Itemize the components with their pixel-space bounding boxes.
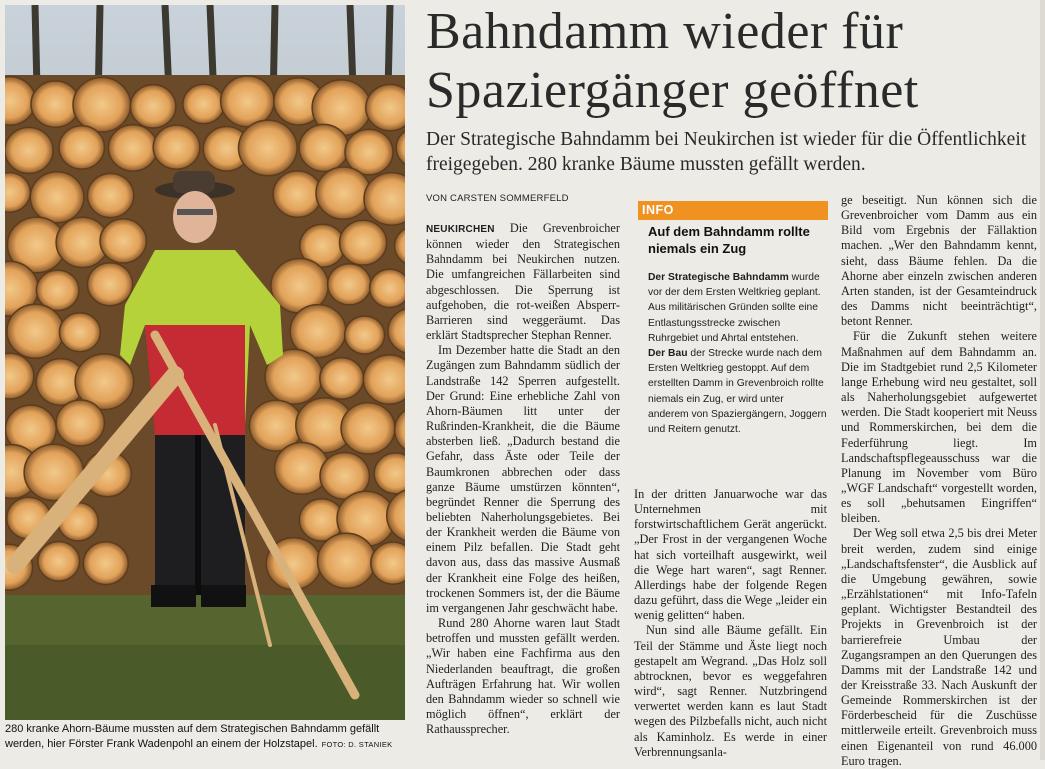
- log-end: [38, 542, 80, 582]
- article-column-1: [426, 221, 620, 737]
- log-end: [318, 533, 376, 588]
- info-text: [648, 270, 827, 437]
- log-end: [273, 171, 322, 217]
- subheadline: Der Strategische Bahndamm bei Neukirchen ist wieder für die Öffentlichkeit freigegeben. 280 kranke Bäume mussten gefällt werden.: [426, 129, 1027, 175]
- log-end: [370, 269, 405, 307]
- log-end: [130, 85, 176, 128]
- log-end: [100, 219, 146, 263]
- log-end: [56, 400, 104, 446]
- log-end: [316, 167, 371, 219]
- log-end: [87, 263, 132, 306]
- info-title: Auf dem Bahndamm rollte niemals ein Zug: [648, 224, 810, 256]
- log-end: [328, 264, 371, 305]
- log-end: [299, 124, 348, 171]
- paragraph-2: Im Dezember hatte die Stadt an den Zugängen zum Bahndamm südlich der Landstraße 142 Sperren aufgestellt. Der Grund: Eine erhebliche Zahl von Ahorn-Bäumen litt unter der Rußrinden-Krankheit, die die Bäume absterben ließ. „Dadurch bestand die Gefahr, dass Äste oder Teile der Baumkronen abbrechen oder dass ganze Bäume umstürzen könnten“, begründet Renner die Sperrung des beliebten Naherholungsgebietes. Bei der Krankheit werden die Bäume von einem Pilz befallen. Die Stadt geht davon aus, dass das massive Ausmaß der Krankheit eine Folge des heißen, trockenen Sommers ist, der die Bäume im vergangenen Jahr geschwächt habe.: [426, 343, 620, 615]
- log-end: [320, 358, 364, 400]
- paragraph-4: In der dritten Januarwoche war das Unternehmen mit forstwirtschaftlichem Gerät angerückt. „Der Frost in der vergangenen Woche hat sich vorteilhaft ausgewirkt, weil die Wege hart waren“, sagt Renner. Allerdings habe der folgende Regen dazu geführt, dass die Wege „leider ein wenig gelitten“ haben.: [634, 487, 827, 623]
- paragraph-1-text: Die Grevenbroicher können wieder den Strategischen Bahndamm bei Neukirchen nutzen. Die umfangreichen Fällarbeiten sind abgeschlossen. Die Sperrung ist aufgehoben, die rot-weißen Absperr-Barrieren sind weggeräumt. Das erklärt Stadtsprecher Stephan Renner.: [426, 221, 620, 343]
- log-end: [59, 313, 100, 352]
- page-edge: [1040, 0, 1045, 760]
- info-section-2-lead: Der Bau: [648, 348, 688, 360]
- caption-text: 280 kranke Ahorn-Bäume mussten auf dem Strategischen Bahndamm gefällt werden, hier Förster Frank Wadenpohl an einem der Holzstapel.: [5, 723, 380, 750]
- dateline: NEUKIRCHEN: [426, 224, 495, 235]
- log-end: [221, 76, 274, 127]
- log-end: [87, 173, 133, 217]
- log-end: [340, 220, 387, 265]
- info-label: INFO: [638, 201, 828, 220]
- log-end: [5, 127, 53, 173]
- paragraph-7: Für die Zukunft stehen weitere Maßnahmen auf dem Bahndamm an. Die im Stadtgebiet rund 2,5 Kilometer lange Erhebung wird neu gestaltet, soll als Naherholungsgebiet aufgewertet werden. Die Stadt kooperiert mit Neuss und Rommerskirchen, bei dem die Federführung liegt. Im Landschaftspflegeausschuss war die Planung im November vom Büro „WGF Landschaft“ vorgestellt worden, es soll „behutsamen Eingriffen“ bleiben.: [841, 329, 1037, 526]
- info-section-1-text: wurde vor der dem Ersten Weltkrieg geplant. Aus militärischen Gründen sollte eine Entlastungsstrecke zwischen Ruhrgebiet und Ahrtal entstehen.: [648, 272, 821, 344]
- log-end: [73, 77, 131, 132]
- article-photo: [5, 5, 405, 720]
- article-column-2: [634, 487, 827, 760]
- log-end: [183, 84, 225, 123]
- paragraph-6: ge beseitigt. Nun können sich die Grevenbroicher vom Damm aus ein Bild vom Ergebnis der Fällaktion machen. „Wer den Bahndamm kennt, sieht, dass Bäume fehlen. Da die Ahorne aber einzeln zwischen anderen Arten standen, ist der Gesamteindruck des Damms nicht beeinträchtigt“, betont Renner.: [841, 193, 1037, 329]
- log-end: [341, 403, 395, 454]
- paragraph-3: Rund 280 Ahorne waren laut Stadt betroffen und mussten gefällt werden. „Wir haben eine Fachfirma aus den Niederlanden beauftragt, die großen Aufträgen Erfahrung hat. Wir wollen den Bahndamm wieder so schnell wie möglich öffnen“, erklärt der Rathaussprecher.: [426, 616, 620, 737]
- photo-credit: FOTO: D. STANIEK: [321, 740, 393, 749]
- article-column-3: [841, 193, 1037, 769]
- photo-caption: [5, 722, 405, 752]
- log-end: [59, 126, 105, 169]
- paragraph-5: Nun sind alle Bäume gefällt. Ein Teil der Stämme und Äste liegt noch gestapelt am Wegrand. „Das Holz soll abtrocknen, bevor es weggefahren wird“, sagt Renner. Nutzbringend verwertet werden kann es laut Stadt wegen des Pilzbefalls nicht, auch nicht als Kaminholz. Es werde in einer Verbrennungsanla-: [634, 623, 827, 759]
- info-section-1-lead: Der Strategische Bahndamm: [648, 272, 789, 283]
- paragraph-1: [426, 221, 620, 343]
- photo-illustration: [5, 5, 405, 720]
- paragraph-8: Der Weg soll etwa 2,5 bis drei Meter breit werden, zudem sind einige „Landschaftsfenster“, die Ausblick auf die Umgebung gewähren, sowie „Erzählstationen“ mit Info-Tafeln geplant. Wichtigster Bestandteil des Projekts in Grevenbroich ist der barrierefreie Umbau der Zugangsrampen an den Querungen des Damms mit der Landstraße 142 und der Kreisstraße 33. Nach Auskunft der Gemeinde Rommerskirchen ist der Förderbescheid für die Zuschüsse mittlerweile erteilt. Grevenbroich muss einen Eigenanteil von rund 46.000 Euro tragen.: [841, 526, 1037, 768]
- byline: VON CARSTEN SOMMERFELD: [426, 193, 569, 204]
- info-box: [634, 195, 827, 473]
- log-end: [108, 125, 157, 171]
- info-section-2-text: der Strecke wurde nach dem Ersten Weltkrieg gestoppt. Auf dem erstellten Damm in Grevenbroich rollte niemals ein Zug, er wird unter anderem von Spaziergängern, Joggern und Reitern genutzt.: [648, 348, 827, 436]
- log-end: [153, 125, 200, 169]
- log-end: [238, 120, 297, 176]
- log-end: [30, 172, 84, 223]
- log-end: [83, 542, 128, 585]
- log-end: [7, 304, 64, 358]
- headline: Bahndamm wieder für Spaziergänger geöffnet: [426, 3, 919, 119]
- log-end: [345, 316, 385, 354]
